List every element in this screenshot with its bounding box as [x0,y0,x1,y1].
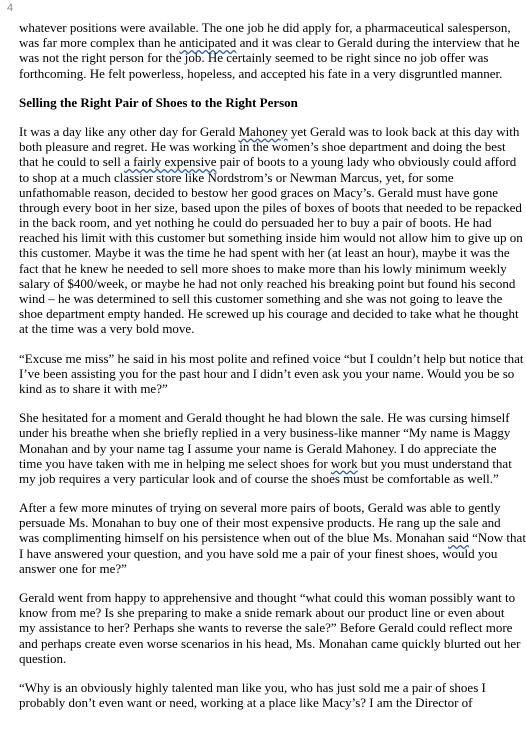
paragraph-spacing [19,666,523,680]
text-line [19,321,523,336]
text-line [19,651,523,666]
text-run: Gerald went from happy to apprehensive and thought “what could this woman possibly want to [19,590,516,605]
text-line [19,605,523,620]
text-line [19,95,523,110]
text-line [19,561,523,576]
text-run: time you have taken with me in helping me select shoes for [19,455,331,471]
text-line [19,590,523,605]
text-run: answer one for me?” [19,560,127,576]
text-line [19,351,523,366]
text-line [19,230,523,245]
text-line [19,381,523,396]
paragraph-spacing [19,110,523,124]
spellcheck-flagged-word: work [330,455,358,471]
text-run: It was a day like any other day for Gerald [19,123,239,139]
text-line [19,200,523,215]
text-line [19,546,523,561]
text-run: in the back room, and yet nothing he could do persuaded her to buy a pair of boots. He had [19,215,492,231]
text-line [19,66,523,81]
text-run: fact that he knew he needed to sell more shoes to make more than his lowly minimum weekly [19,260,507,276]
text-line [19,456,523,471]
text-run: probably don’t even want or need, working at a place like Macy’s? I am the Director of [19,695,473,711]
text-line [19,245,523,260]
text-line [19,515,523,530]
text-line [19,276,523,291]
text-run: yet Gerald was to look back at this day with [287,123,520,139]
text-line [19,620,523,635]
text-line [19,306,523,321]
text-run: my job requires a very particular look and of course the shoes must be comfortable as well.” [19,470,499,486]
text-line [19,124,523,139]
text-line [19,20,523,35]
text-line [19,215,523,230]
text-run: I have answered your question, and you have sold me a pair of your finest shoes, would you [19,545,498,561]
text-run: this customer. Maybe it was the time he had spent with her (at least an hour), maybe it was the [19,245,510,261]
paragraph-spacing [19,486,523,500]
text-run: “Now that [468,530,526,546]
text-run: was not the right person for the job. He certainly seemed to be right since no job offer was [19,50,489,66]
text-line [19,50,523,65]
paragraph-spacing [19,396,523,410]
text-run: Monahan and by your name tag I assume your name is Gerald Mahoney. I do appreciate the [19,440,497,456]
text-line [19,291,523,306]
text-run: was far more complex than he [19,35,180,51]
text-run: She hesitated for a moment and Gerald thought he had blown the sale. He was cursing himself [19,410,510,426]
text-run: shoe department empty handed. He screwed up his courage and decided to take what he thought [19,306,519,322]
text-line [19,530,526,546]
text-run: reached his limit with this customer but something inside him would not allow him to give up on [19,230,523,246]
paragraph-spacing [19,81,523,95]
spellcheck-flagged-word: a fairly expensive [124,154,217,170]
text-run: and it was clear to Gerald during the interview that he [236,35,520,51]
text-run: “Excuse me miss” he said in his most polite and refined voice “but I couldn’t help but notice that [19,350,524,366]
text-line [19,471,523,486]
text-line [19,170,523,185]
text-run: pair of boots to a young lady who obviously could afford [216,154,517,170]
paragraph [19,680,523,710]
section-heading [19,95,523,110]
text-line [19,35,523,50]
paragraph [19,590,523,666]
text-run: forthcoming. He felt powerless, hopeless, and accepted his fate in a very disgruntled manner. [19,65,503,81]
text-run: After a few more minutes of trying on several more pairs of boots, Gerald was able to gently [19,500,501,516]
text-run: kind as to share it with me?” [19,380,168,396]
spellcheck-flagged-word: said [447,530,469,546]
text-run: to shop at a much classier store like Nordstrom’s or Newman Marcus, yet, for some [19,169,454,185]
text-run: at the time was a very bold move. [19,321,195,337]
page-number: 4 [7,2,14,14]
text-line [19,500,523,515]
text-run: persuade Ms. Monahan to buy one of their most expensive products. He rang up the sale and [19,515,501,531]
text-run: under his breathe when she briefly replied in a very business-like manner “My name is Maggy [19,425,511,441]
text-run: question. [19,650,67,666]
paragraph [19,124,523,337]
text-line [19,139,523,154]
text-run: salary of $400/week, or maybe he had not only reached his breaking point but found his second [19,275,516,291]
document-body [19,20,526,711]
spellcheck-flagged-word: anticipated [179,35,237,51]
text-line [19,154,523,169]
text-run: unfathomable reason, decided to bestow her good graces on Macy’s. Gerald must have gone [19,184,499,200]
text-run: that he could to sell [19,154,125,170]
text-line [19,695,523,710]
text-run: through every boot in her size, based upon the piles of boxes of boots that needed to be repacked [19,199,522,215]
paragraph-spacing [19,576,523,590]
text-run: was complimenting himself on his persistence when out of the blue Ms. Monahan [19,530,448,546]
text-line [19,410,523,425]
text-run: know from me? Is she preparing to make a snide remark about our product line or even about [19,605,505,621]
spellcheck-flagged-word: Mahoney [238,123,288,139]
text-run: but you must understand that [357,455,512,471]
paragraph [19,20,523,81]
text-run: and perhaps create even worse scenarios in his head, Ms. Monahan came quickly blurted out her [19,635,521,651]
text-line [19,441,523,456]
paragraph [19,410,523,486]
text-run: both pleasure and regret. He was working in the women’s shoe department and doing the best [19,139,506,155]
text-line [19,425,523,440]
paragraph [19,500,526,576]
text-run: Selling the Right Pair of Shoes to the Right Person [19,94,298,110]
text-run: my assistance to her? Perhaps she wants to reverse the sale?” Before Gerald could reflect more [19,620,513,636]
text-run: wind – he was determined to sell this customer something and she was not going to leave the [19,291,503,306]
text-line [19,185,523,200]
text-run: “Why is an obviously highly talented man like you, who has just sold me a pair of shoes I [19,679,486,695]
text-line [19,366,523,381]
text-line [19,261,523,276]
text-run: whatever positions were available. The one job he did apply for, a pharmaceutical salesperson, [19,20,511,35]
text-line [19,680,523,695]
paragraph-spacing [19,337,523,351]
text-run: I’ve been assisting you for the past hour and I didn’t even ask you your name. Would you be so [19,365,515,381]
paragraph [19,351,523,397]
text-line [19,636,523,651]
